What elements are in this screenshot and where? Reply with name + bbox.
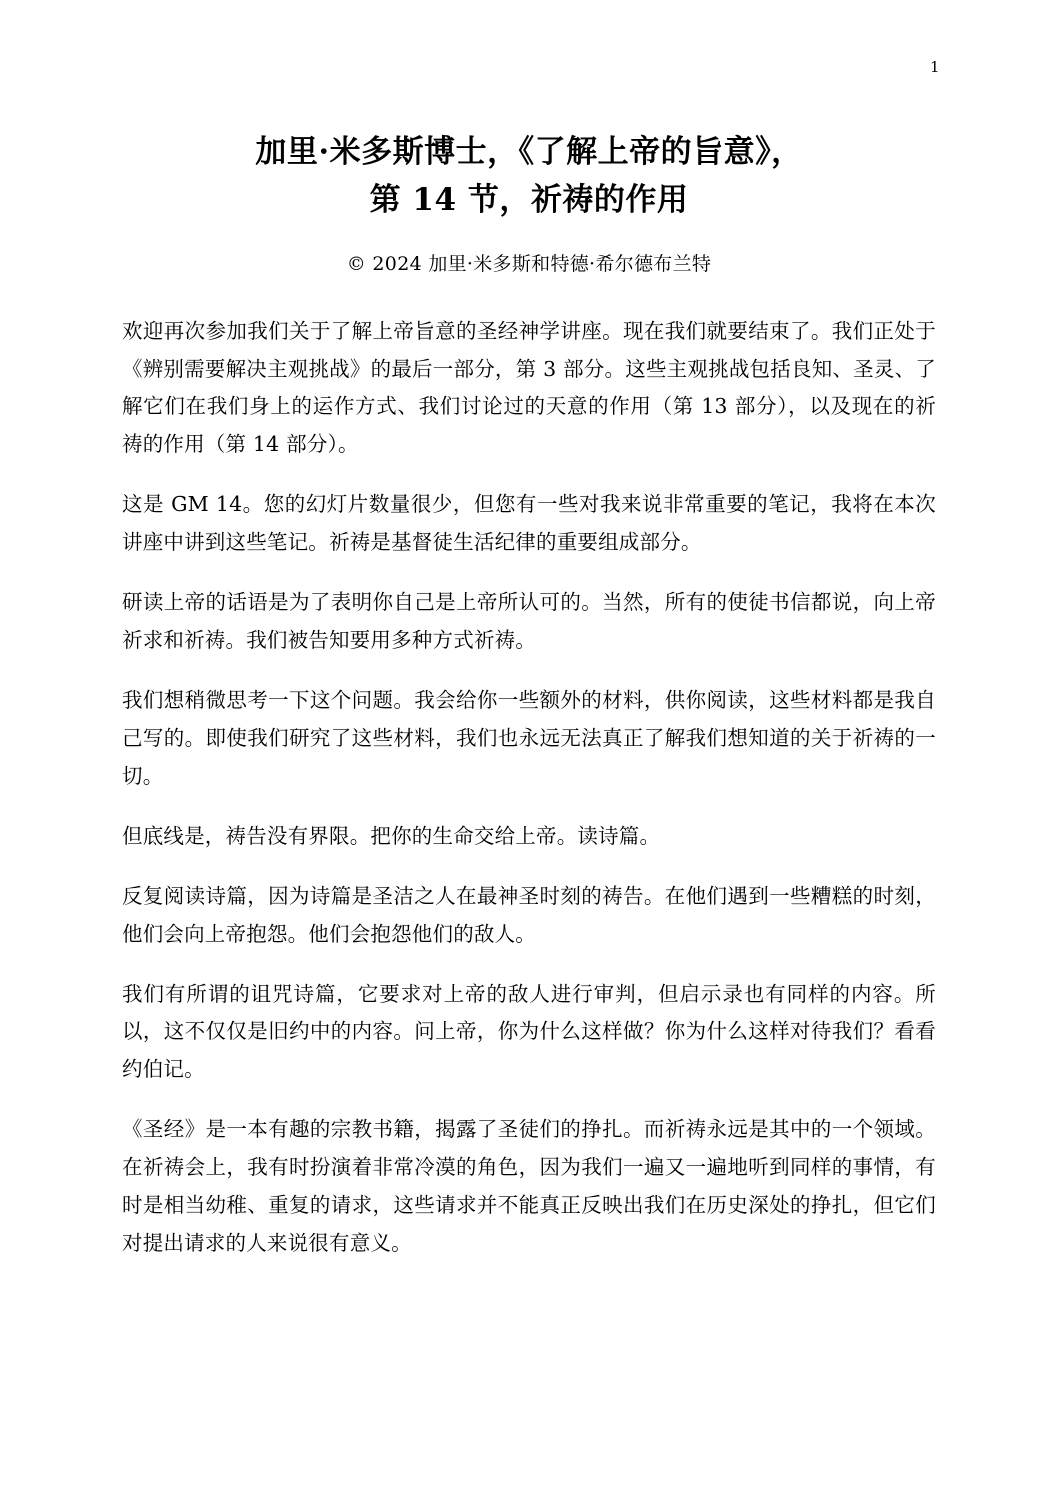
- page-title-line-2: 第 14 节，祈祷的作用: [369, 182, 689, 219]
- paragraph: 我们有所谓的诅咒诗篇，它要求对上帝的敌人进行审判，但启示录也有同样的内容。所以，这不仅仅是旧约中的内容。问上帝，你为什么这样做？你为什么这样对待我们？看看约伯记。: [122, 981, 936, 1082]
- paragraph: 我们想稍微思考一下这个问题。我会给你一些额外的材料，供你阅读，这些材料都是我自己写的。即使我们研究了这些材料，我们也永远无法真正了解我们想知道的关于祈祷的一切。: [122, 687, 936, 788]
- paragraph: 但底线是，祷告没有界限。把你的生命交给上帝。读诗篇。: [122, 823, 661, 848]
- paragraph: 欢迎再次参加我们关于了解上帝旨意的圣经神学讲座。现在我们就要结束了。我们正处于《辨别需要解决主观挑战》的最后一部分，第 3 部分。这些主观挑战包括良知、圣灵、了解它们在我们身上的运作方式、我们讨论过的天意的作用（第 13 部分），以及现在的祈祷的作用（第 14 部分）。: [122, 318, 936, 457]
- paragraph: 这是 GM 14。您的幻灯片数量很少，但您有一些对我来说非常重要的笔记，我将在本次讲座中讲到这些笔记。祈祷是基督徒生活纪律的重要组成部分。: [122, 492, 936, 555]
- page-title-line-1: 加里·米多斯博士，《了解上帝的旨意》，: [255, 134, 803, 170]
- paragraph: 《圣经》是一本有趣的宗教书籍，揭露了圣徒们的挣扎。而祈祷永远是其中的一个领域。在祈祷会上，我有时扮演着非常冷漠的角色，因为我们一遍又一遍地听到同样的事情，有时是相当幼稚、重复的请求，这些请求并不能真正反映出我们在历史深处的挣扎，但它们对提出请求的人来说很有意义。: [122, 1117, 936, 1256]
- body-text: [122, 313, 936, 1263]
- paragraph: 研读上帝的话语是为了表明你自己是上帝所认可的。当然，所有的使徒书信都说，向上帝祈求和祈祷。我们被告知要用多种方式祈祷。: [122, 590, 936, 653]
- copyright-notice: © 2024 加里·米多斯和特德·希尔德布兰特: [346, 253, 712, 276]
- paragraph: 反复阅读诗篇，因为诗篇是圣洁之人在最神圣时刻的祷告。在他们遇到一些糟糕的时刻，他们会向上帝抱怨。他们会抱怨他们的敌人。: [122, 883, 936, 946]
- page-title: [122, 128, 936, 224]
- page-number: 1: [929, 58, 940, 76]
